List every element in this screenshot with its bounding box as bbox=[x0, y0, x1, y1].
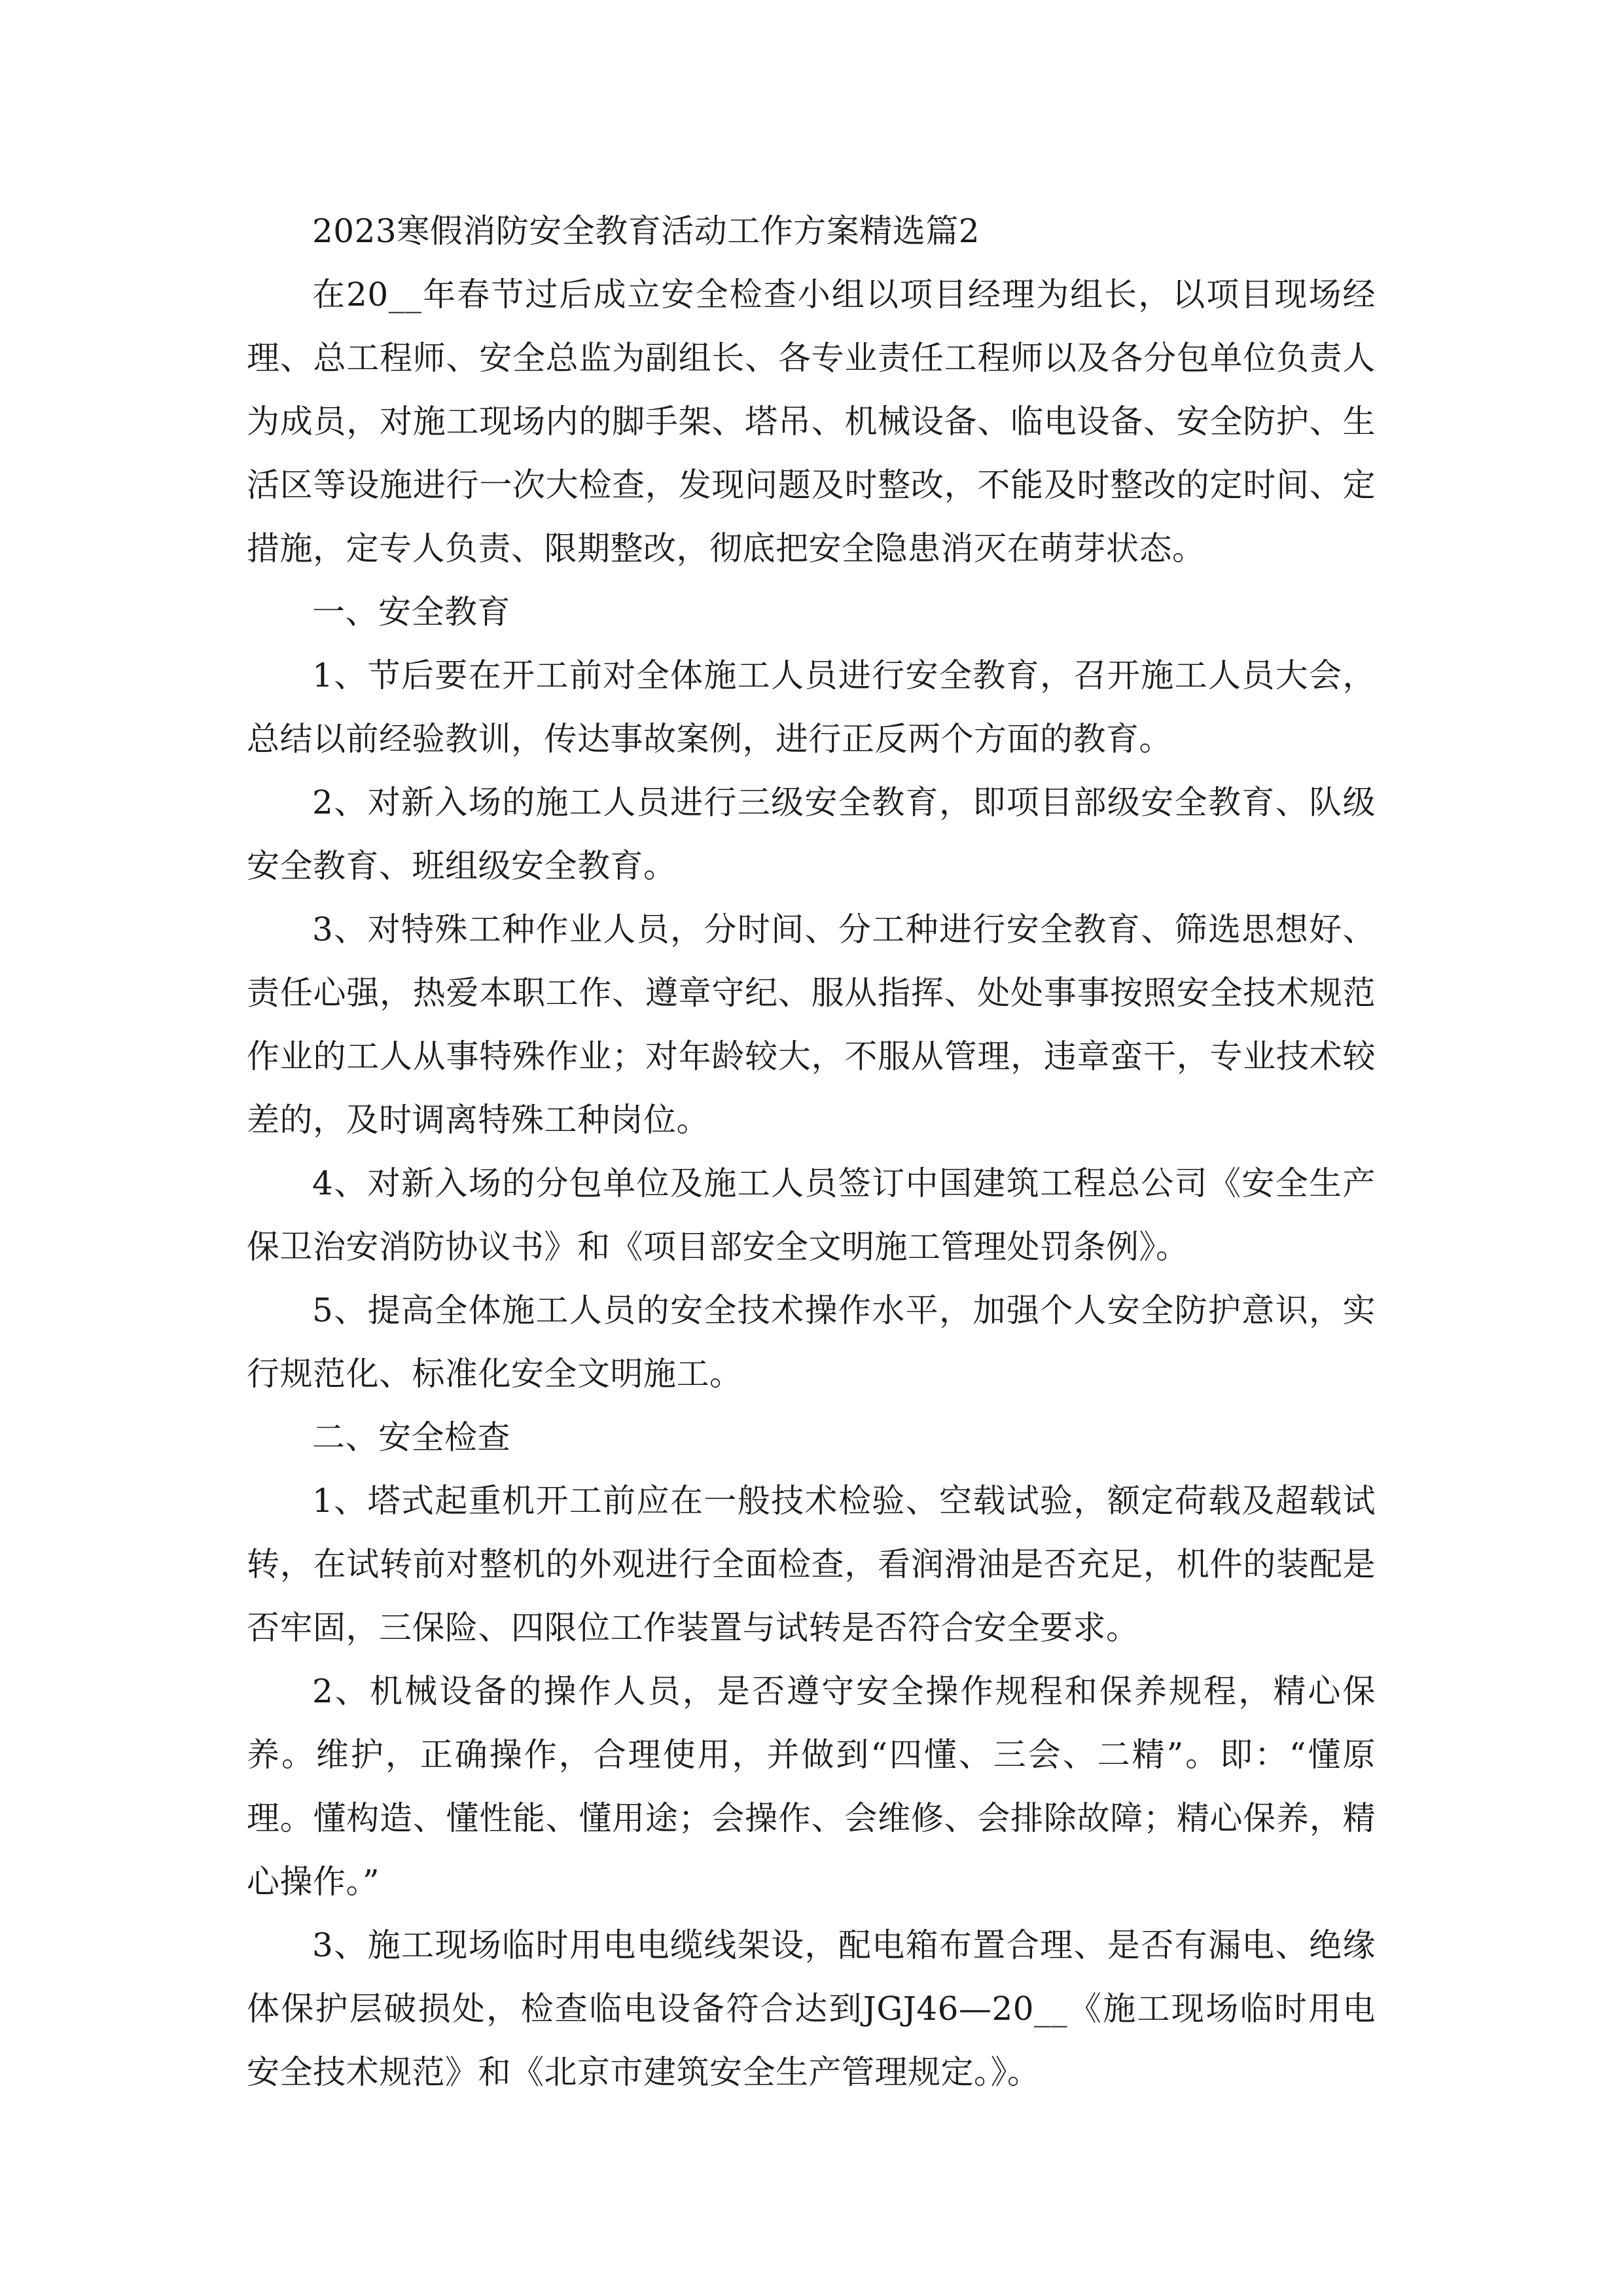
paragraph-education-1: 1、节后要在开工前对全体施工人员进行安全教育，召开施工人员大会，总结以前经验教训，传达事故案例，进行正反两个方面的教育。 bbox=[247, 656, 1376, 758]
document-title: 2023寒假消防安全教育活动工作方案精选篇2 bbox=[312, 212, 980, 250]
paragraph-education-3: 3、对特殊工种作业人员，分时间、分工种进行安全教育、筛选思想好、责任心强，热爱本职工作、遵章守纪、服从指挥、处处事事按照安全技术规范作业的工人从事特殊作业；对年龄较大，不服从管理，违章蛮干，专业技术较差的，及时调离特殊工种岗位。 bbox=[247, 910, 1376, 1139]
document-body bbox=[247, 200, 1376, 2104]
section-heading-safety-education: 一、安全教育 bbox=[312, 593, 510, 631]
paragraph-inspection-3: 3、施工现场临时用电电缆线架设，配电箱布置合理、是否有漏电、绝缘体保护层破损处，检查临电设备符合达到JGJ46—20__《施工现场临时用电安全技术规范》和《北京市建筑安全生产管理规定。》。 bbox=[247, 1926, 1376, 2091]
paragraph-education-2: 2、对新入场的施工人员进行三级安全教育，即项目部级安全教育、队级安全教育、班组级安全教育。 bbox=[247, 783, 1376, 885]
section-heading-safety-inspection: 二、安全检查 bbox=[312, 1418, 510, 1456]
paragraph-inspection-2: 2、机械设备的操作人员，是否遵守安全操作规程和保养规程，精心保养。维护，正确操作，合理使用，并做到“四懂、三会、二精”。即：“懂原理。懂构造、懂性能、懂用途；会操作、会维修、会排除故障；精心保养，精心操作。” bbox=[247, 1672, 1376, 1901]
paragraph-inspection-1: 1、塔式起重机开工前应在一般技术检验、空载试验，额定荷载及超载试转，在试转前对整机的外观进行全面检查，看润滑油是否充足，机件的装配是否牢固，三保险、四限位工作装置与试转是否符合安全要求。 bbox=[247, 1482, 1376, 1647]
paragraph-education-4: 4、对新入场的分包单位及施工人员签订中国建筑工程总公司《安全生产保卫治安消防协议书》和《项目部安全文明施工管理处罚条例》。 bbox=[247, 1164, 1376, 1266]
paragraph-education-5: 5、提高全体施工人员的安全技术操作水平，加强个人安全防护意识，实行规范化、标准化安全文明施工。 bbox=[247, 1291, 1376, 1393]
paragraph-intro: 在20__年春节过后成立安全检查小组以项目经理为组长，以项目现场经理、总工程师、安全总监为副组长、各专业责任工程师以及各分包单位负责人为成员，对施工现场内的脚手架、塔吊、机械设备、临电设备、安全防护、生活区等设施进行一次大检查，发现问题及时整改，不能及时整改的定时间、定措施，定专人负责、限期整改，彻底把安全隐患消灭在萌芽状态。 bbox=[247, 276, 1376, 567]
